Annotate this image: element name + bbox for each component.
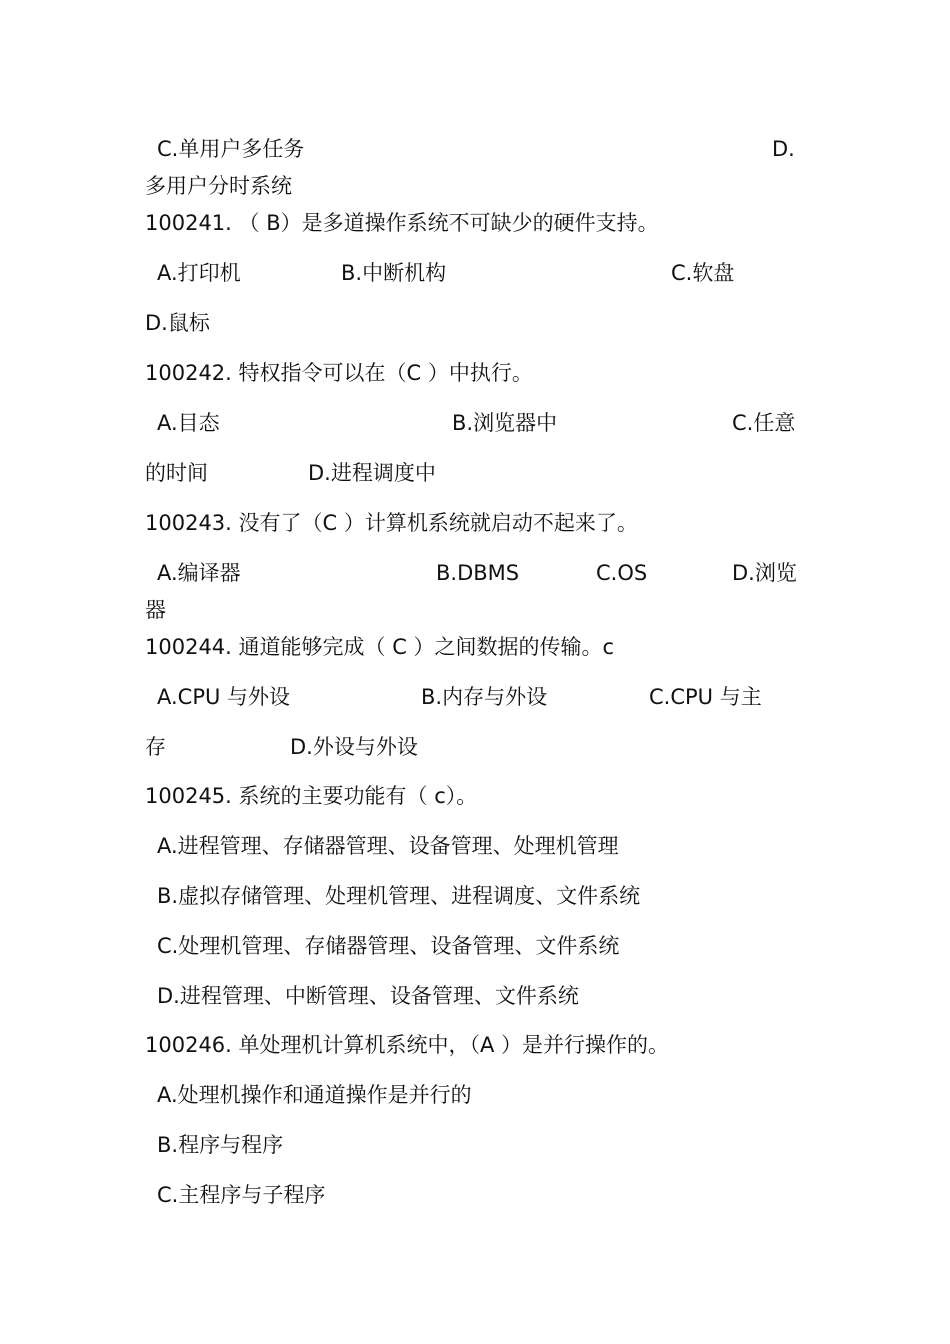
q245-option-d: D.进程管理、中断管理、设备管理、文件系统 bbox=[157, 984, 579, 1008]
q244-option-a: A.CPU 与外设 bbox=[157, 685, 291, 709]
q242-option-c-cont: 的时间 bbox=[145, 461, 208, 485]
question-100243: 100243. 没有了（C ）计算机系统就启动不起来了。 bbox=[145, 511, 638, 535]
q243-option-a: A.编译器 bbox=[157, 561, 241, 585]
q246-option-c: C.主程序与子程序 bbox=[157, 1183, 326, 1207]
q243-option-b: B.DBMS bbox=[436, 561, 520, 585]
q244-option-c-cont: 存 bbox=[145, 735, 166, 759]
q246-option-a: A.处理机操作和通道操作是并行的 bbox=[157, 1083, 472, 1107]
q243-option-d-cont: 器 bbox=[145, 598, 166, 622]
q244-option-d: D.外设与外设 bbox=[290, 735, 418, 759]
q242-option-b: B.浏览器中 bbox=[452, 411, 558, 435]
q245-option-a: A.进程管理、存储器管理、设备管理、处理机管理 bbox=[157, 834, 619, 858]
q246-option-b: B.程序与程序 bbox=[157, 1133, 284, 1157]
question-100244: 100244. 通道能够完成（ C ）之间数据的传输。c bbox=[145, 635, 615, 659]
option-d-label: D. bbox=[772, 137, 795, 161]
question-100245: 100245. 系统的主要功能有（ c）。 bbox=[145, 784, 478, 808]
q241-option-b: B.中断机构 bbox=[341, 261, 447, 285]
q245-option-b: B.虚拟存储管理、处理机管理、进程调度、文件系统 bbox=[157, 884, 641, 908]
question-100246: 100246. 单处理机计算机系统中，（A ）是并行操作的。 bbox=[145, 1033, 670, 1057]
option-c-single-user-multitask: C.单用户多任务 bbox=[157, 137, 305, 161]
q244-option-c: C.CPU 与主 bbox=[649, 685, 762, 709]
q241-option-d: D.鼠标 bbox=[145, 311, 210, 335]
q242-option-c: C.任意 bbox=[732, 411, 796, 435]
q241-option-a: A.打印机 bbox=[157, 261, 241, 285]
option-d-multiuser-timesharing: 多用户分时系统 bbox=[145, 174, 292, 198]
q242-option-a: A.目态 bbox=[157, 411, 220, 435]
q244-option-b: B.内存与外设 bbox=[421, 685, 548, 709]
q241-option-c: C.软盘 bbox=[671, 261, 735, 285]
q243-option-c: C.OS bbox=[596, 561, 648, 585]
q245-option-c: C.处理机管理、存储器管理、设备管理、文件系统 bbox=[157, 934, 620, 958]
q242-option-d: D.进程调度中 bbox=[308, 461, 436, 485]
q243-option-d: D.浏览 bbox=[732, 561, 797, 585]
question-100241: 100241. （ B）是多道操作系统不可缺少的硬件支持。 bbox=[145, 211, 659, 235]
question-100242: 100242. 特权指令可以在（C ）中执行。 bbox=[145, 361, 533, 385]
